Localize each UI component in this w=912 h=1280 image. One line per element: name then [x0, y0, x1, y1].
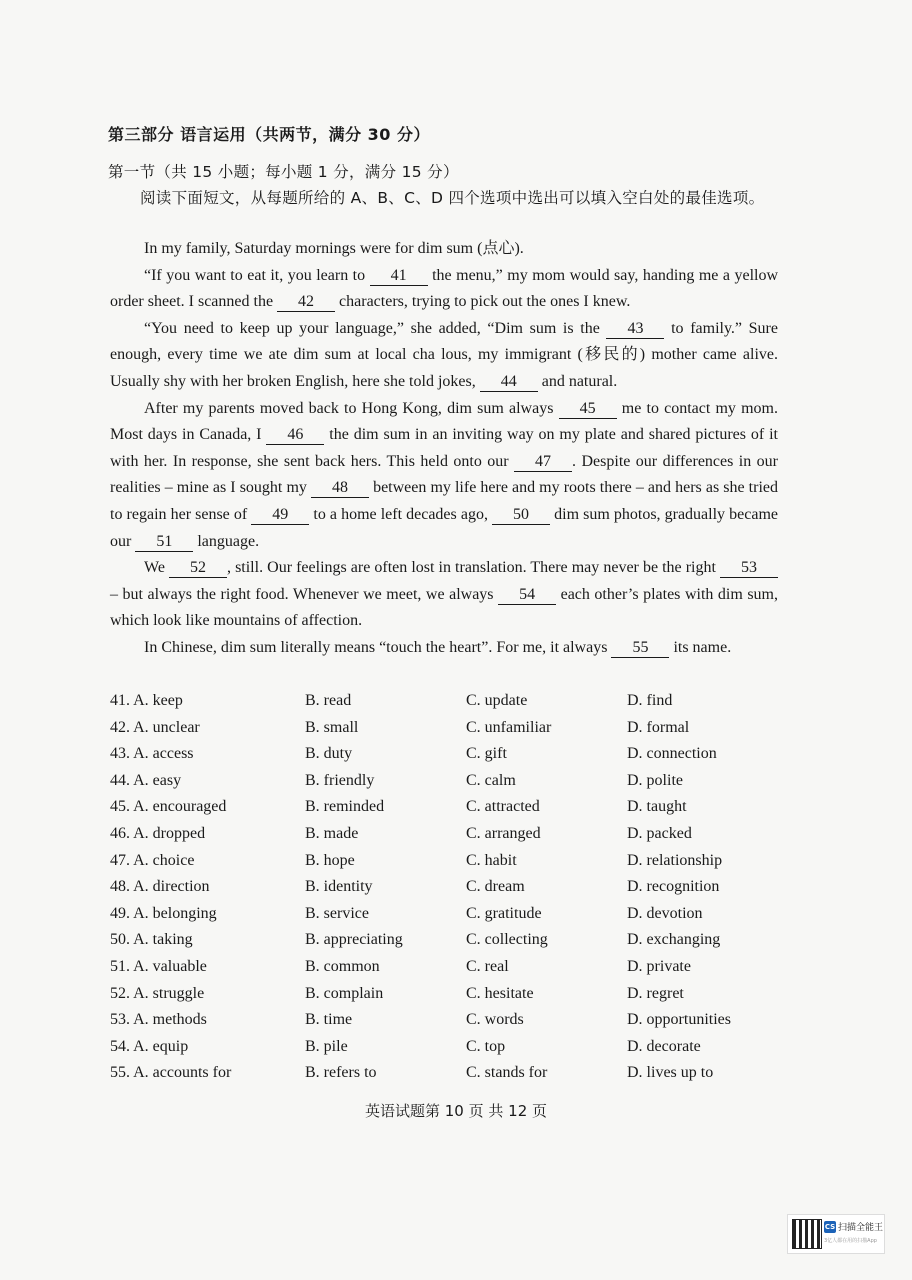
option-b: B. appreciating — [305, 931, 403, 949]
option-c: C. words — [466, 1011, 524, 1029]
page-footer: 英语试题第 10 页 共 12 页 — [364, 1102, 547, 1120]
option-c: C. gift — [466, 745, 507, 763]
paragraph-5: We 52 , still. Our feelings are often lost in translation. There may never be the right 53 – but always the right food. Whenever we meet, we always 54 each other’s plates with dim sum, which look like mountains of affection. — [110, 559, 779, 630]
option-row — [110, 768, 790, 795]
option-d: D. recognition — [627, 878, 720, 896]
option-b: B. small — [305, 718, 359, 736]
option-b: B. complain — [305, 984, 384, 1002]
option-a: 51. A. valuable — [110, 957, 207, 975]
option-d: D. formal — [627, 718, 690, 736]
option-a: 50. A. taking — [110, 931, 193, 949]
option-row — [110, 848, 790, 875]
option-b: B. duty — [305, 745, 353, 763]
instruction: 阅读下面短文，从每题所给的 A、B、C、D 四个选项中选出可以填入空白处的最佳选项。 — [140, 189, 765, 207]
blank-43: 43 — [606, 320, 664, 339]
option-row — [110, 715, 790, 742]
blank-54: 54 — [498, 586, 556, 605]
blank-51: 51 — [135, 533, 193, 552]
option-b: B. refers to — [305, 1064, 377, 1082]
option-row — [110, 741, 790, 768]
blank-55: 55 — [611, 639, 669, 658]
option-c: C. arranged — [466, 824, 541, 842]
option-c: C. calm — [466, 771, 516, 789]
option-b: B. identity — [305, 878, 373, 896]
passage — [110, 236, 778, 662]
option-b: B. made — [305, 824, 359, 842]
option-a: 47. A. choice — [110, 851, 195, 869]
option-a: 53. A. methods — [110, 1011, 207, 1029]
option-row — [110, 688, 790, 715]
option-d: D. relationship — [627, 851, 723, 869]
option-a: 45. A. encouraged — [110, 798, 227, 816]
option-a: 42. A. unclear — [110, 718, 200, 736]
paragraph-2: “If you want to eat it, you learn to 41 the menu,” my mom would say, handing me a yellow order sheet. I scanned the 42 characters, trying to pick out the ones I knew. — [110, 266, 779, 311]
option-d: D. devotion — [627, 904, 703, 922]
option-d: D. exchanging — [627, 931, 721, 949]
option-b: B. reminded — [305, 798, 385, 816]
option-c: C. habit — [466, 851, 517, 869]
option-b: B. common — [305, 957, 380, 975]
option-a: 43. A. access — [110, 745, 194, 763]
option-row — [110, 901, 790, 928]
option-c: C. attracted — [466, 798, 540, 816]
camscanner-logo-icon: CS — [824, 1223, 836, 1231]
option-d: D. taught — [627, 798, 687, 816]
option-d: D. opportunities — [627, 1011, 731, 1029]
paragraph-4: After my parents moved back to Hong Kong, dim sum always 45 me to contact my mom. Most days in Canada, I 46 the dim sum in an inviting way on my plate and shared pictures of it with her. In response, she sent back hers. This held onto our 47 . Despite our differences in our realities – mine as I sought my 48 between my life here and my roots there – and hers as she tried to regain her sense of 49 to a home left decades ago, 50 dim sum photos, gradually became our 51 language. — [110, 399, 779, 550]
option-d: D. connection — [627, 745, 717, 763]
option-a: 46. A. dropped — [110, 824, 206, 842]
option-d: D. polite — [627, 771, 683, 789]
option-b: B. service — [305, 904, 369, 922]
blank-53: 53 — [720, 559, 778, 578]
blank-46: 46 — [266, 426, 324, 445]
option-b: B. hope — [305, 851, 355, 869]
blank-49: 49 — [251, 506, 309, 525]
option-b: B. pile — [305, 1037, 348, 1055]
option-c: C. top — [466, 1037, 506, 1055]
blank-50: 50 — [492, 506, 550, 525]
paragraph-1: In my family, Saturday mornings were for dim sum (点心). — [144, 240, 524, 257]
option-row — [110, 927, 790, 954]
option-d: D. find — [627, 692, 673, 709]
option-d: D. lives up to — [627, 1064, 714, 1082]
option-row — [110, 1060, 790, 1087]
blank-44: 44 — [480, 373, 538, 392]
option-row — [110, 981, 790, 1008]
options-list — [110, 688, 790, 1087]
option-b: B. friendly — [305, 771, 375, 789]
option-c: C. collecting — [466, 931, 548, 949]
option-c: C. real — [466, 957, 509, 975]
option-d: D. decorate — [627, 1037, 701, 1055]
option-d: D. packed — [627, 824, 692, 842]
option-a: 52. A. struggle — [110, 984, 205, 1002]
option-a: 55. A. accounts for — [110, 1064, 232, 1082]
option-row — [110, 874, 790, 901]
option-d: D. private — [627, 957, 691, 975]
option-c: C. gratitude — [466, 904, 542, 922]
option-a: 44. A. easy — [110, 771, 182, 789]
option-c: C. stands for — [466, 1064, 548, 1082]
blank-45: 45 — [559, 400, 617, 419]
scanner-badge — [787, 1214, 885, 1254]
blank-52: 52 — [169, 559, 227, 578]
paragraph-6: In Chinese, dim sum literally means “touch the heart”. For me, it always 55 its name. — [144, 638, 732, 656]
scanner-app-name: 扫描全能王 — [838, 1223, 884, 1233]
option-a: 49. A. belonging — [110, 904, 217, 922]
blank-48: 48 — [311, 479, 369, 498]
option-b: B. time — [305, 1011, 353, 1029]
scanner-tagline: 3亿人都在用的扫描App — [824, 1238, 877, 1244]
option-c: C. hesitate — [466, 984, 534, 1002]
paragraph-3: “You need to keep up your language,” she added, “Dim sum is the 43 to family.” Sure enough, every time we ate dim sum at local cha lous, my immigrant (移民的) mother came alive. Usually shy with her broken English, here she told jokes, 44 and natural. — [110, 319, 778, 390]
section-title: 第一节（共 15 小题；每小题 1 分，满分 15 分） — [108, 163, 459, 181]
option-row — [110, 794, 790, 821]
option-c: C. dream — [466, 878, 525, 896]
blank-47: 47 — [514, 453, 572, 472]
option-d: D. regret — [627, 984, 684, 1002]
part-title: 第三部分 语言运用（共两节，满分 30 分） — [108, 125, 430, 144]
option-row — [110, 1034, 790, 1061]
blank-42: 42 — [277, 293, 335, 312]
option-c: C. update — [466, 692, 528, 709]
option-row — [110, 821, 790, 848]
qr-code-icon — [792, 1219, 822, 1249]
blank-41: 41 — [370, 267, 428, 286]
option-a: 54. A. equip — [110, 1037, 189, 1055]
option-row — [110, 1007, 790, 1034]
option-c: C. unfamiliar — [466, 718, 552, 736]
option-a: 48. A. direction — [110, 878, 210, 896]
option-a: 41. A. keep — [110, 692, 183, 709]
option-row — [110, 954, 790, 981]
option-b: B. read — [305, 692, 352, 709]
